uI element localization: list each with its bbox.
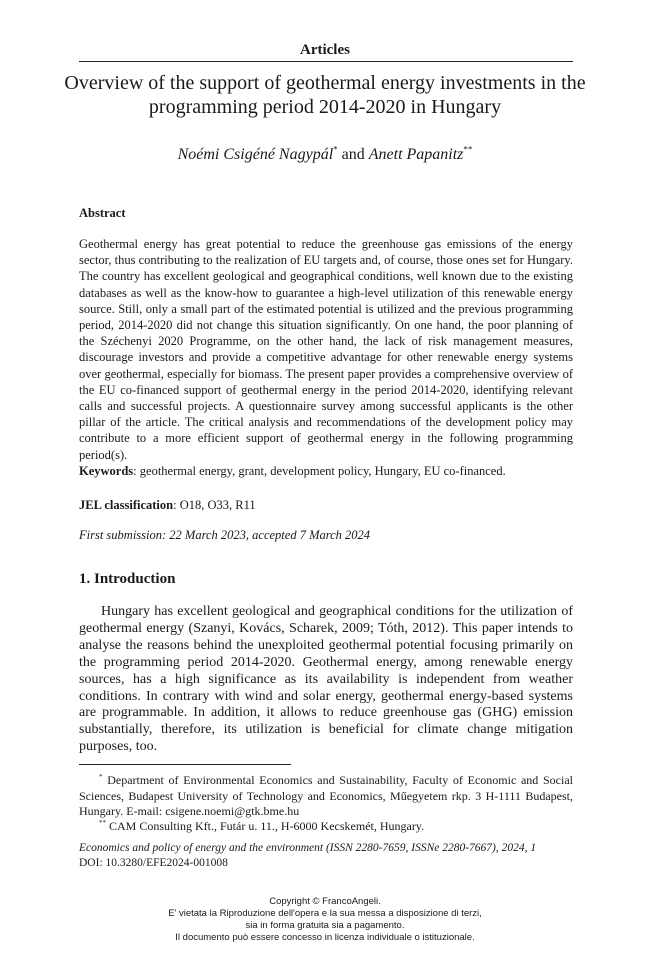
author-conjunction: and [341, 146, 365, 163]
footnote-2-text: CAM Consulting Kft., Futár u. 11., H-6000 Kecskemét, Hungary. [106, 819, 425, 833]
keywords-label: Keywords [79, 464, 134, 478]
author-1-footnote-mark: * [333, 144, 338, 155]
author-2: Anett Papanitz [368, 146, 464, 163]
copyright-line-3: sia in forma gratuita sia a pagamento. [245, 920, 405, 931]
footnote-1-text: Department of Environmental Economics and Sustainability, Faculty of Economic and Social Sciences, Budapest University of Technology and Economics, Műegyetem rkp. 3 H-1111 Budapest, Hungary. E-mail: csigene.noemi@gtk.bme.hu [79, 773, 573, 819]
doi: DOI: 10.3280/EFE2024-001008 [79, 857, 228, 869]
copyright-line-2: E' vietata la Riproduzione dell'opera e la sua messa a disposizione di terzi, [168, 908, 482, 919]
footnote-rule [79, 764, 291, 765]
abstract-text: Geothermal energy has great potential to reduce the greenhouse gas emissions of the energy sector, thus contributing to the realization of EU targets and, of course, those ones set for Hungary. The country has excellent geological and geographical conditions, well known due to the existing databases as well as the know-how to guarantee a high-level utilization of this renewable energy source. Still, only a small part of the estimated potential is utilized and the previous programming period, 2014-2020 did not change this situation significantly. On one hand, the poor planning of the Széchenyi 2020 Programme, on the other hand, the lack of risk management measures, discourage investors and provide a competitive advantage for other renewable energy systems over geothermal, especially for biomass. The present paper provides a comprehensive overview of the EU co-financed support of geothermal energy in the period 2014-2020, identifying relevant calls and successful projects. A questionnaire survey among successful applicants is the other pillar of the article. The critical analysis and recommendations of the development policy may contribute to a more efficient support of geothermal energy in the following programming period(s). [79, 237, 573, 462]
section-label: Articles [300, 42, 350, 58]
copyright-notice [0, 896, 650, 944]
article-title: Overview of the support of geothermal energy investments in the programming period 2014-2020 in Hungary [64, 72, 586, 118]
copyright-line-1: Copyright © FrancoAngeli. [269, 896, 381, 907]
abstract-heading: Abstract [79, 206, 126, 220]
footnote-2 [79, 819, 573, 835]
author-2-footnote-mark: ** [463, 144, 473, 155]
author-line [0, 146, 650, 164]
header-rule [79, 61, 573, 62]
keywords-text: : geothermal energy, grant, development policy, Hungary, EU co-financed. [133, 464, 506, 478]
introduction-text: Hungary has excellent geological and geographical conditions for the utilization of geothermal energy (Szanyi, Kovács, Scharek, 2009; Tóth, 2012). This paper intends to analyse the reasons behind the unexploited geothermal potential focusing primarily on the programming period 2014-2020. Geothermal energy, among renewable energy sources, has a high significance as its availability is independent from weather conditions. In contrary with wind and solar energy, geothermal energy-based systems are programmable. In addition, it allows to reduce greenhouse gas (GHG) emission substantially, therefore, its utilization is beneficial for climate change mitigation purposes, too. [79, 604, 573, 755]
introduction-heading: 1. Introduction [79, 571, 176, 587]
footnote-1-mark: * [99, 773, 103, 781]
footnote-1 [79, 773, 573, 820]
copyright-line-4: Il documento può essere concesso in licenza individuale o istituzionale. [175, 932, 475, 943]
author-1: Noémi Csigéné Nagypál [177, 146, 334, 163]
submission-dates: First submission: 22 March 2023, accepted 7 March 2024 [79, 528, 371, 542]
footnote-2-mark: ** [99, 819, 106, 827]
jel-text: : O18, O33, R11 [173, 498, 256, 512]
keywords [79, 464, 573, 479]
jel-classification [79, 498, 573, 513]
journal-citation: Economics and policy of energy and the environment (ISSN 2280-7659, ISSNe 2280-7667), 2024, 1 [79, 842, 537, 854]
jel-label: JEL classification [79, 498, 174, 512]
